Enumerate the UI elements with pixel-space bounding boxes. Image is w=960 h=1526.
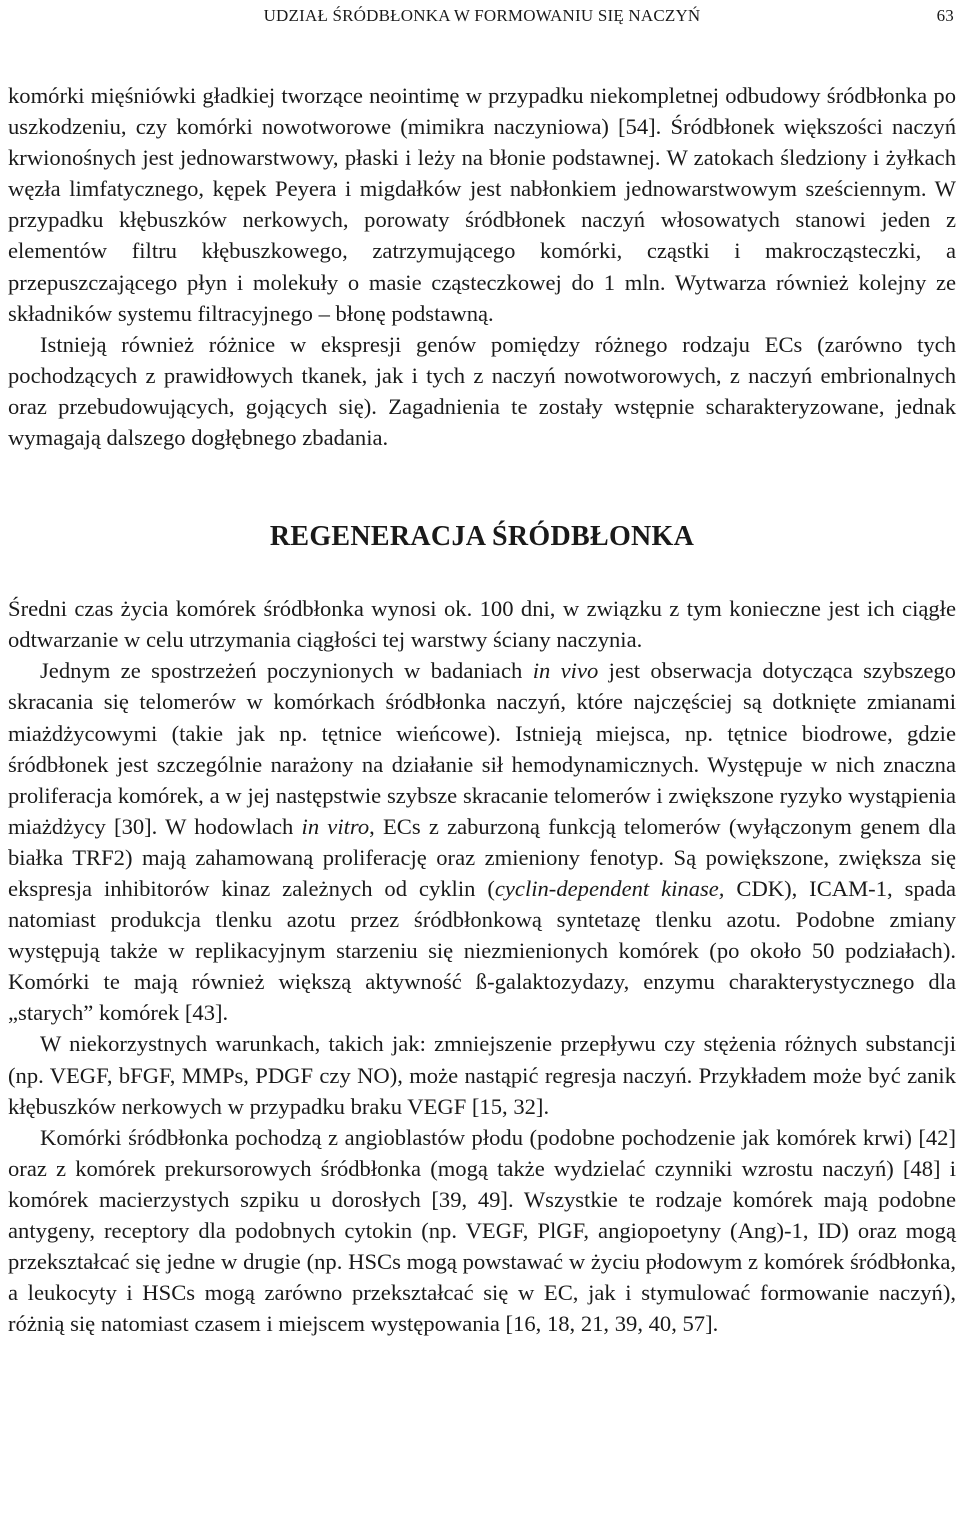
text-run: , ECs z zaburzoną funkcją telomerów (wyłączonym genem dla białka TRF2) mają zahamowaną proliferację oraz zmieniony fenotyp. Są powiększone, zwiększa się ekspresja inhibitorów kinaz zależnych od cyklin ( <box>8 813 956 901</box>
italic-term: in vitro <box>301 813 370 839</box>
section-heading: REGENERACJA ŚRÓDBŁONKA <box>269 521 695 553</box>
text-run: Jednym ze spostrzeżeń poczynionych w badaniach <box>40 658 533 684</box>
section-intro-continuation <box>8 80 956 453</box>
paragraph <box>8 655 956 1028</box>
paragraph: W niekorzystnych warunkach, takich jak: zmniejszenie przepływu czy stężenia różnych substancji (np. VEGF, bFGF, MMPs, PDGF czy NO), może nastąpić regresja naczyń. Przykładem może być zanik kłębuszków nerkowych w przypadku braku VEGF [15, 32]. <box>8 1031 956 1119</box>
running-title: UDZIAŁ ŚRÓDBŁONKA W FORMOWANIU SIĘ NACZYŃ <box>263 6 701 25</box>
page-number: 63 <box>936 6 954 25</box>
italic-term: in vivo <box>532 658 599 684</box>
paragraph: Komórki śródbłonka pochodzą z angioblastów płodu (podobne pochodzenie jak komórek krwi) [42] oraz z komórek prekursorowych śródbłonka (mogą także wydzielać czynniki wzrostu naczyń) [48] i komórek macierzystych szpiku u dorosłych [39, 49]. Wszystkie te rodzaje komórek mają podobne antygeny, receptory dla podobnych cytokin (np. VEGF, PlGF, angiopoetyny (Ang)-1, ID) oraz mogą przekształcać się jedne w drugie (np. HSCs mogą powstawać w życiu płodowym z komórek śródbłonka, a leukocyty i HSCs mogą zarówno przekształcać się w EC, jak i stymulować formowanie naczyń), różnią się natomiast czasem i miejscem występowania [16, 18, 21, 39, 40, 57]. <box>8 1124 956 1337</box>
paragraph: komórki mięśniówki gładkiej tworzące neointimę w przypadku niekompletnej odbudowy śródbłonka po uszkodzeniu, czy komórki nowotworowe (mimikra naczyniowa) [54]. Śródbłonek większości naczyń krwionośnych jest jednowarstwowy, płaski i leży na błonie podstawnej. W zatokach śledziony i żyłkach węzła limfatycznego, kępek Peyera i migdałków jest nabłonkiem jednowarstwowym sześciennym. W przypadku kłębuszków nerkowych, porowaty śródbłonek naczyń włosowatych stanowi jeden z elementów filtru kłębuszkowego, zatrzymującego komórki, cząstki i makrocząsteczki, a przepuszczającego płyn i molekuły o masie cząsteczkowej do 1 mln. Wytwarza również kolejny ze składników systemu filtracyjnego – błonę podstawną. <box>8 83 956 326</box>
text-run: CDK), ICAM-1, spada natomiast produkcja tlenku azotu przez śródbłonkową syntetazę tlenku azotu. Podobne zmiany występują także w replikacyjnym starzeniu się niezmienionych komórek (po około 50 podziałach). Komórki te mają również większą aktywność ß-galaktozydazy, enzymu charakterystycznego dla „starych” komórek [43]. <box>8 875 957 1026</box>
running-header <box>8 0 956 40</box>
section-regeneration <box>8 593 956 1339</box>
text-run: jest obserwacja dotycząca szybszego skracania się telomerów w komórkach śródbłonka naczyń, które najczęściej są dotknięte zmianami miażdżycowymi (takie jak np. tętnice wieńcowe). Istnieją miejsca, np. tętnice biodrowe, gdzie śródbłonek jest szczególnie narażony na działanie sił hemodynamicznych. Występuje w nich znaczna proliferacja komórek, a w jej następstwie szybsze skracanie telomerów i zwiększone ryzyko wystąpienia miażdżycy [30]. W hodowlach <box>8 658 956 839</box>
italic-term: cyclin-dependent kinase, <box>494 875 725 901</box>
page <box>8 0 956 1339</box>
paragraph: Średni czas życia komórek śródbłonka wynosi ok. 100 dni, w związku z tym konieczne jest ich ciągłe odtwarzanie w celu utrzymania ciągłości tej warstwy ściany naczynia. <box>8 596 956 653</box>
paragraph: Istnieją również różnice w ekspresji genów pomiędzy różnego rodzaju ECs (zarówno tych pochodzących z prawidłowych tkanek, jak i tych z naczyń nowotworowych, z naczyń embrionalnych oraz przebudowujących, gojących się). Zagadnienia te zostały wstępnie scharakteryzowane, jednak wymagają dalszego dogłębnego zbadania. <box>8 331 956 451</box>
